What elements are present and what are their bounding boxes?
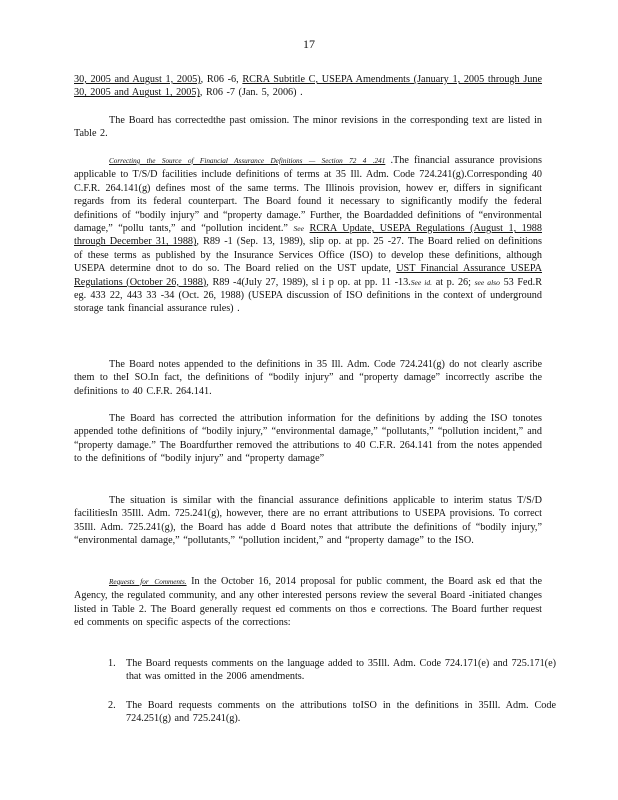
page-number: 17 [303,37,315,51]
citation-link: RCRA Subtitle C, USEPA Amendments (January 1, 2005 through June 30, 2005 and August 1, 2005) [74,74,542,99]
list-number: 1. [108,658,116,669]
paragraph-text: , R89 -1 (Sep. 13, 1989), slip op. at pp. 25 -27. The Board relied on definitions of these terms as published by the Insurance Services Office (ISO) to develop these definitions, although USEPA determine dnot to do so. The Board relied on the UST update, [74,236,542,275]
citation-link: RCRA Update, USEPA Regulations (August 1, 1988 through December 31, 1988) [74,223,542,248]
paragraph-corrected: The Board has correctedthe past omission. The minor revisions in the corresponding text are listed in Table 2. [74,115,542,140]
paragraph-text: at p. 26; [432,276,475,288]
paragraph-financial-assurance [74,154,542,316]
list-text: The Board requests comments on the language added to 35Ill. Adm. Code 724.171(e) and 725.171(e) that was omitted in the 2006 amendments. [126,658,556,683]
paragraph-notes: The Board notes appended to the definitions in 35 Ill. Adm. Code 724.241(g) do not clearly ascribe them to theI SO.In fact, the definitions of “bodily injury” and “property damage” incorrectly ascribe the definitions to 40 C.F.R. 264.141. [74,359,542,397]
list-item [108,657,556,684]
signal-see-id: See id. [410,277,433,287]
paragraph-text: In the October 16, 2014 proposal for public comment, the Board ask ed that the Agency, the regulated community, and any other interested persons review the several Board -initiated changes listed in Table 2. The Board generally request ed comments on thos e corrections. The Board further request ed comments on specific aspects of the corrections: [74,576,542,629]
paragraph-text: , R89 -4(July 27, 1989), sl i p op. at pp. 11 -13. [206,276,411,288]
list-item [108,699,556,726]
paragraph-situation: The situation is similar with the financial assurance definitions applicable to interim status T/S/D facilitiesIn 35Ill. Adm. 725.241(g), however, there are no errant attributions to USEPA provisions. To correct 35Ill. Adm. 725.241(g), the Board has adde d Board notes that attribute the definitions of “bodily injury,” “environmental damage,” “pollutants,” “pollution incident,” and “property damage” to the ISO. [74,495,542,547]
section-heading: Correcting the Source of Financial Assurance Definitions — Section 72 4 .241 [109,157,386,165]
list-number: 2. [108,700,116,711]
paragraph-text: 53 Fed.R eg. 433 22, 443 33 -34 (Oct. 26, 1988) (USEPA discussion of ISO definitions in the context of underground storage tank financial assurance rules) . [74,276,543,315]
paragraph-text: .The financial assurance provisions applicable to T/S/D facilities include definitions of terms at 35 Ill. Adm. Code 724.241(g).Corresponding 40 C.F.R. 264.141(g) defines most of the same terms. The Illinois provision, howev er, differs in significant regards from its federal counterpart. The Board found it necessary to significantly modify the federal definitions of “bodily injury” and “property damage.” Further, the Boardadded definitions of “environmental damage,” “pollu tants,” and “pollution incident.” [74,155,542,235]
citation-text: , R06 -7 (Jan. 5, 2006) . [199,87,303,99]
citation-link: 30, 2005 and August 1, 2005) [74,74,201,85]
requests-heading: Requests for Comments. [109,578,187,586]
signal-see: See [293,224,305,234]
continuation-paragraph [74,73,542,100]
citation-text: , R06 -6, [200,74,243,85]
citation-link: UST Financial Assurance USEPA Regulations (October 26, 1988) [74,263,542,288]
signal-see-also: see also [474,277,500,287]
paragraph-requests [74,575,542,630]
list-text: The Board requests comments on the attributions toISO in the definitions in 35Ill. Adm. Code 724.251(g) and 725.241(g). [126,700,556,725]
paragraph-attribution: The Board has corrected the attribution information for the definitions by adding the ISO tonotes appended tothe definitions of “bodily injury,” “environmental damage,” “pollutants,” “pollution incident,” and “property damage.” The Boardfurther removed the attributions to 40 C.F.R. 264.141 from the notes appended to the definitions of “bodily injury” and “property damage” [74,413,542,465]
